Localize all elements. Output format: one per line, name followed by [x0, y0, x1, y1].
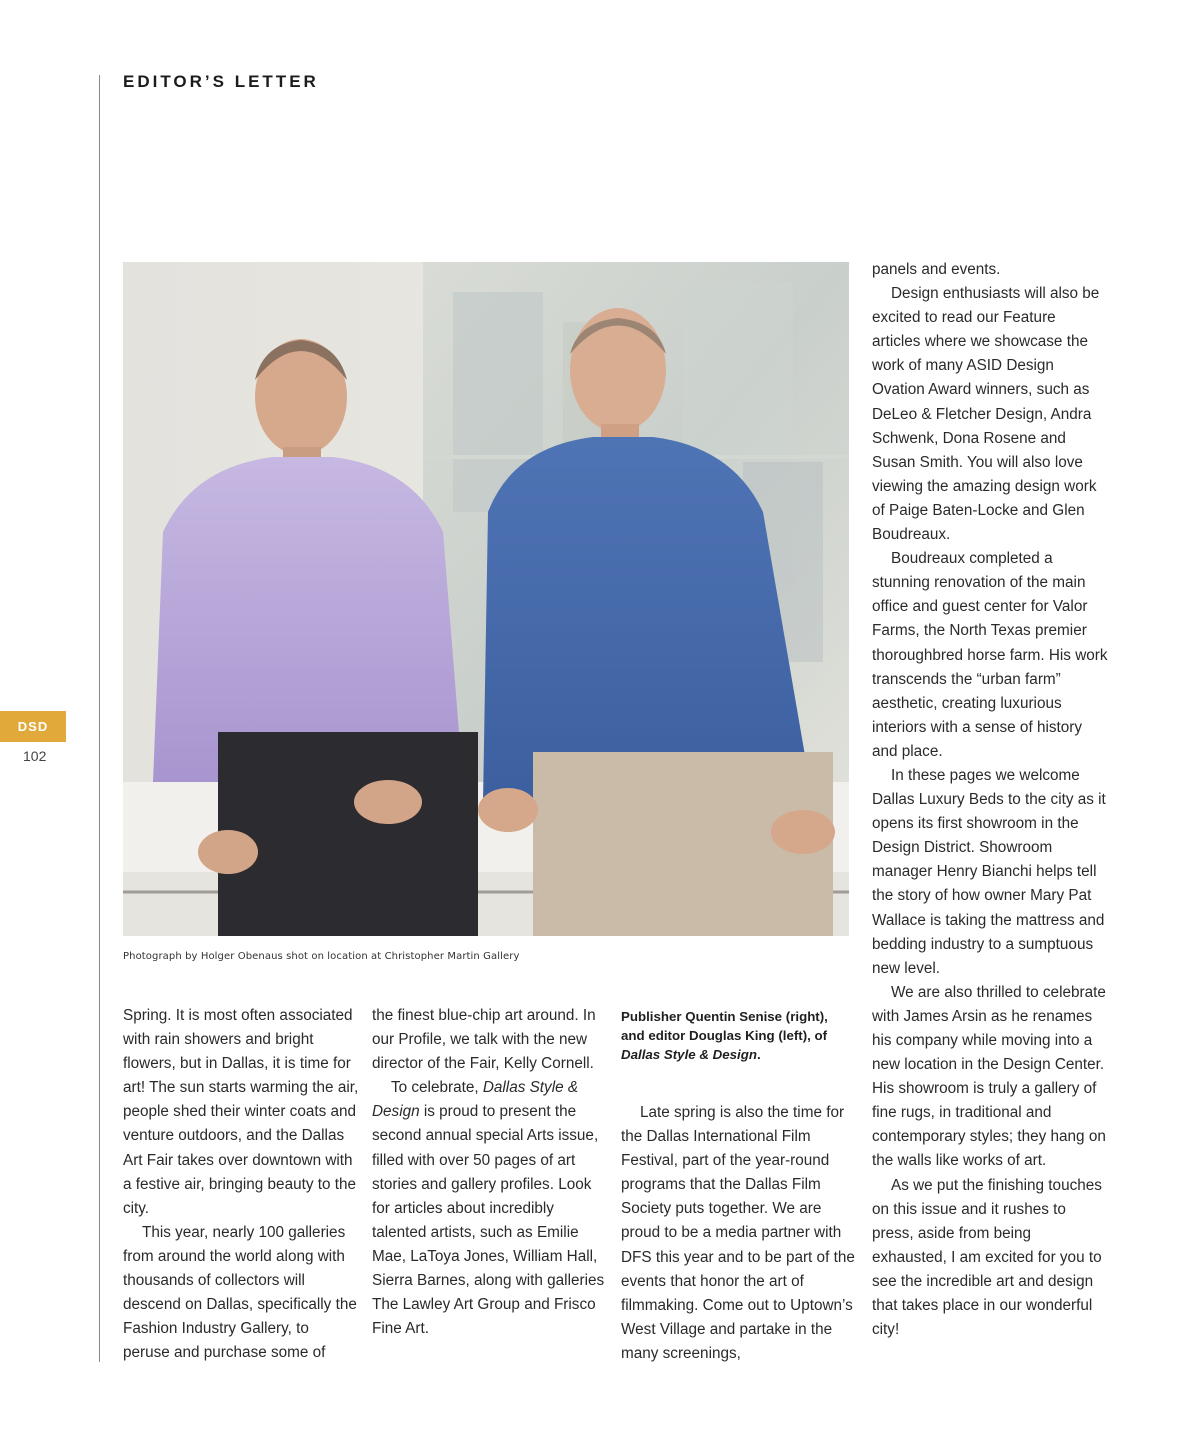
paragraph: This year, nearly 100 galleries from around the world along with thousands of collectors will descend on Dallas, specifically the Fashion Industry Gallery, to peruse and purchase some of	[123, 1223, 357, 1362]
paragraph-part: To celebrate,	[391, 1079, 483, 1097]
portrait-photo	[123, 262, 849, 936]
pull-quote	[621, 1007, 853, 1064]
paragraph: In these pages we welcome Dallas Luxury Beds to the city as it opens its first showroom in the Design District. Showroom manager Henry Bianchi helps tell the story of how owner Mary Pat Wallace is taking the mattress and bedding industry to a sumptuous new level.	[872, 766, 1106, 977]
text-column-2	[372, 1004, 608, 1341]
paragraph: Late spring is also the time for the Dallas International Film Festival, part of the year-round programs that the Dallas Film Society puts together. We are proud to be a media partner with DFS this year and to be part of the events that honor the art of filmmaking. Come out to Uptown’s West Village and partake in the many screenings,	[621, 1104, 855, 1362]
pull-quote-end: .	[756, 1047, 761, 1062]
magazine-title-italic: Dallas Style & Design	[372, 1079, 579, 1121]
text-column-3	[621, 1101, 857, 1366]
paragraph: Design enthusiasts will also be excited to read our Feature articles where we showcase the work of many ASID Design Ovation Award winners, such as DeLeo & Fletcher Design, Andra Schwenk, Dona Rosene and Susan Smith. You will also love viewing the amazing design work of Paige Baten-Locke and Glen Boudreaux.	[872, 285, 1100, 544]
page-number: 102	[23, 748, 47, 764]
paragraph: Spring. It is most often associated with rain showers and bright flowers, but in Dallas, it is time for art! The sun starts warming the air, people shed their winter coats and venture outdoors, and the Dallas Art Fair takes over downtown with a festive air, bringing beauty to the city.	[123, 1007, 359, 1217]
pull-quote-text: Publisher Quentin Senise (right), and editor Douglas King (left), of	[621, 1009, 828, 1043]
paragraph: As we put the finishing touches on this issue and it rushes to press, aside from being exhausted, I am excited for you to see the incredible art and design that takes place in our wonderful city!	[872, 1176, 1102, 1339]
pull-quote-italic: Dallas Style & Design	[621, 1047, 757, 1062]
paragraph	[372, 1076, 608, 1341]
paragraph-part: is proud to present the second annual special Arts issue, filled with over 50 pages of art stories and gallery profiles. Look for articles about incredibly talented artists, such as Emilie Mae, LaToya Jones, William Hall, Sierra Barnes, along with galleries The Lawley Art Group and Frisco Fine Art.	[372, 1103, 605, 1338]
paragraph: We are also thrilled to celebrate with James Arsin as he renames his company while moving into a new location in the Design Center. His showroom is truly a gallery of fine rugs, in traditional and contemporary styles; they hang on the walls like works of art.	[872, 983, 1106, 1170]
margin-rule	[99, 75, 100, 1362]
paragraph: the finest blue-chip art around. In our Profile, we talk with the new director of the Fair, Kelly Cornell.	[372, 1007, 596, 1073]
magazine-badge: DSD	[0, 711, 66, 742]
photo-caption: Photograph by Holger Obenaus shot on location at Christopher Martin Gallery	[123, 951, 520, 962]
section-title: EDITOR’S LETTER	[123, 72, 319, 91]
paragraph: Boudreaux completed a stunning renovation of the main office and guest center for Valor Farms, the North Texas premier thoroughbred horse farm. His work transcends the “urban farm” aesthetic, creating luxurious interiors with a sense of history and place.	[872, 550, 1108, 760]
text-column-1	[123, 1004, 359, 1365]
paragraph: panels and events.	[872, 261, 1001, 278]
text-column-4	[872, 258, 1108, 1342]
